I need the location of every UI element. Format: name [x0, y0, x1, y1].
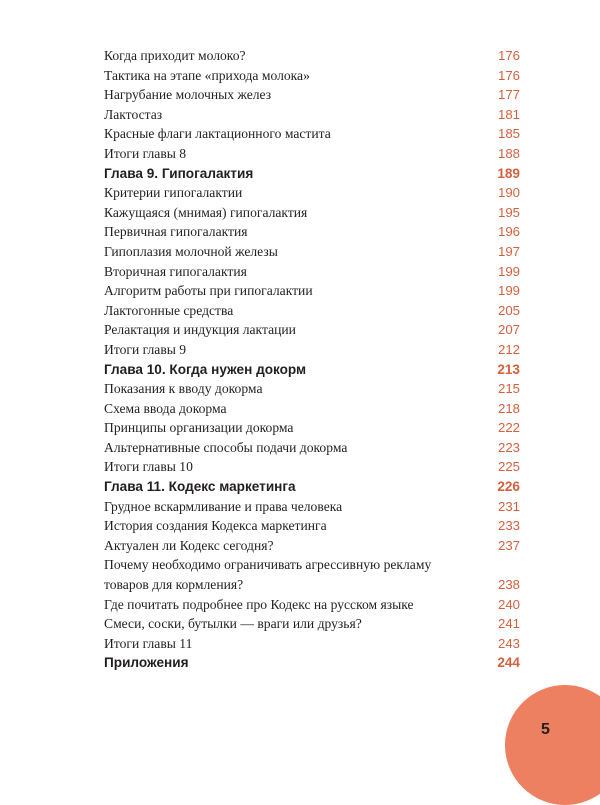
toc-entry: [104, 66, 520, 86]
toc-entry-title: Тактика на этапе «прихода молока»: [104, 67, 310, 83]
toc-entry-title: Глава 10. Когда нужен докорм: [104, 361, 307, 377]
toc-entry-page: 176: [497, 48, 520, 63]
toc-entry-title: Грудное вскармливание и права человека: [104, 498, 343, 514]
toc-entry-page: 207: [497, 322, 520, 338]
toc-entry-page: 212: [497, 341, 520, 357]
toc-entry-title: Нагрубание молочных желез: [104, 87, 272, 103]
toc-entry: [104, 634, 520, 654]
toc-entry-page: 231: [497, 498, 520, 514]
toc-entry-title: Алгоритм работы при гипогалактии: [104, 283, 313, 299]
toc-entry: [104, 281, 520, 301]
page-number: 5: [541, 721, 550, 738]
toc-entry-title: Почему необходимо ограничивать агрессивную рекламу товаров для кормления?: [104, 557, 432, 593]
toc-entry-page: 176: [497, 67, 520, 83]
toc-entry-title: Лактогонные средства: [104, 302, 234, 318]
toc-entry-page: 205: [497, 302, 520, 318]
toc-entry-title: Глава 11. Кодекс маркетинга: [104, 479, 296, 495]
toc-entry: [104, 183, 520, 203]
toc-chapter-entry: [104, 653, 520, 673]
toc-entry-page: 195: [497, 204, 520, 220]
toc-entry-page: 226: [497, 479, 520, 495]
toc-entry-title: Гипоплазия молочной железы: [104, 243, 278, 259]
toc-entry: [104, 222, 520, 242]
toc-entry: [104, 262, 520, 282]
toc-entry-page: 243: [497, 635, 520, 651]
toc-entry-page: 199: [497, 283, 520, 299]
toc-entry-title: Показания к вводу докорма: [104, 381, 263, 397]
toc-entry: [104, 497, 520, 517]
toc-entry: [104, 85, 520, 105]
toc-entry: [104, 320, 520, 340]
toc-entry-title: Релактация и индукция лактации: [104, 322, 296, 338]
toc-entry-page: 190: [497, 185, 520, 201]
toc-entry-title: Актуален ли Кодекс сегодня?: [104, 537, 274, 553]
toc-entry-title: Смеси, соски, бутылки — враги или друзья?: [104, 616, 362, 632]
toc-entry-title: Первичная гипогалактия: [104, 224, 248, 240]
toc-entry-page: 188: [497, 145, 520, 161]
toc-entry-page: 185: [497, 126, 520, 142]
toc-entry-title: Итоги главы 9: [104, 341, 187, 357]
table-of-contents: [104, 46, 520, 673]
toc-entry: [104, 516, 520, 536]
toc-entry-page: 197: [497, 243, 520, 259]
toc-entry: [104, 457, 520, 477]
toc-entry-title: Принципы организации докорма: [104, 420, 294, 436]
toc-entry-page: 196: [497, 224, 520, 240]
toc-entry: [104, 536, 520, 556]
toc-entry: [104, 418, 520, 438]
toc-entry-title: Когда приходит молоко?: [104, 48, 246, 63]
toc-entry: [104, 438, 520, 458]
toc-entry-page: 233: [497, 518, 520, 534]
toc-entry: [104, 144, 520, 164]
toc-entry-page: 199: [497, 263, 520, 279]
toc-entry-title: Глава 9. Гипогалактия: [104, 165, 254, 181]
toc-entry-page: 240: [497, 596, 520, 612]
toc-entry-title: История создания Кодекса маркетинга: [104, 518, 327, 534]
toc-entry-title: Где почитать подробнее про Кодекс на русском языке: [104, 596, 414, 612]
toc-entry-title: Кажущаяся (мнимая) гипогалактия: [104, 204, 308, 220]
toc-entry: [104, 399, 520, 419]
toc-entry-title: Красные флаги лактационного мастита: [104, 126, 331, 142]
toc-entry-page: 222: [497, 420, 520, 436]
toc-entry: [104, 301, 520, 321]
toc-entry-title: Итоги главы 11: [104, 635, 193, 651]
toc-entry-title: Итоги главы 10: [104, 459, 193, 475]
toc-entry: [104, 614, 520, 634]
toc-entry-page: 225: [497, 459, 520, 475]
toc-entry-page: 237: [497, 537, 520, 553]
toc-entry-page: 218: [497, 400, 520, 416]
toc-entry: [104, 105, 520, 125]
toc-entry-page: 213: [497, 361, 520, 377]
toc-entry-page: 215: [497, 381, 520, 397]
toc-chapter-entry: [104, 164, 520, 184]
toc-chapter-entry: [104, 360, 520, 380]
toc-entry-title: Альтернативные способы подачи докорма: [104, 439, 348, 455]
toc-entry-page: 181: [497, 106, 520, 122]
toc-entry: [104, 595, 520, 615]
toc-entry: [104, 203, 520, 223]
toc-entry-title: Схема ввода докорма: [104, 400, 227, 416]
toc-chapter-entry: [104, 477, 520, 497]
toc-entry: [104, 555, 520, 594]
page-number-badge: [505, 685, 600, 805]
toc-entry-title: Приложения: [104, 655, 189, 671]
toc-entry: [104, 340, 520, 360]
toc-entry-page: 223: [497, 439, 520, 455]
toc-entry: [104, 124, 520, 144]
toc-entry: [104, 242, 520, 262]
toc-entry-page: 189: [497, 165, 520, 181]
toc-entry-page: 238: [497, 577, 520, 593]
toc-entry-title: Вторичная гипогалактия: [104, 263, 247, 279]
toc-entry: [104, 379, 520, 399]
toc-entry-title: Критерии гипогалактии: [104, 185, 243, 201]
toc-entry-page: 241: [497, 616, 520, 632]
toc-entry-page: 177: [497, 87, 520, 103]
toc-entry-title: Лактостаз: [104, 106, 163, 122]
toc-entry: [104, 46, 520, 66]
toc-entry-page: 244: [497, 655, 520, 671]
toc-entry-title: Итоги главы 8: [104, 145, 187, 161]
